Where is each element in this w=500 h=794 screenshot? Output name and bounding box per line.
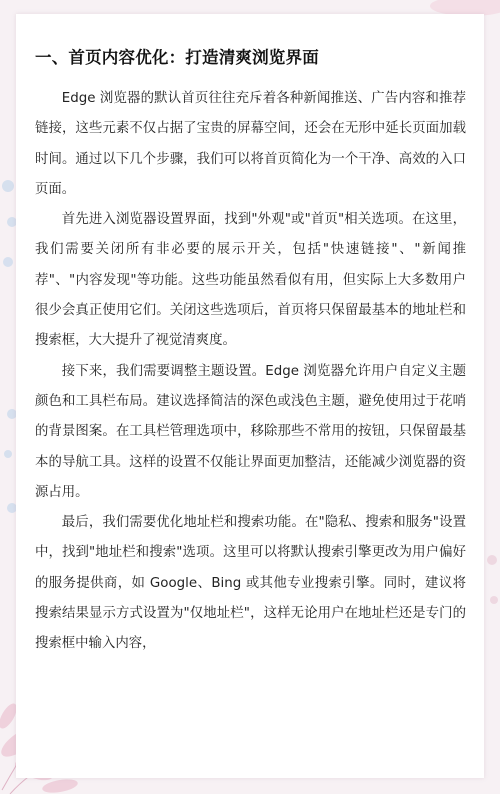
paragraph-address-bar: 最后，我们需要优化地址栏和搜索功能。在"隐私、搜索和服务"设置中，找到"地址栏和搜索"选项。这里可以将默认搜索引擎更改为用户偏好的服务提供商，如 Google、Bing 或其他专业搜索引擎。同时，建议将搜索结果显示方式设置为"仅地址栏"，这样无论用户在地址栏还是专门的搜索框中输入内容， bbox=[35, 515, 466, 652]
paragraph-settings: 首先进入浏览器设置界面，找到"外观"或"首页"相关选项。在这里，我们需要关闭所有非必要的展示开关，包括"快速链接"、"新闻推荐"、"内容发现"等功能。这些功能虽然看似有用，但实际上大多数用户很少会真正使用它们。关闭这些选项后，首页将只保留最基本的地址栏和搜索框，大大提升了视觉清爽度。 bbox=[35, 212, 466, 349]
paragraph-homepage-intro: Edge 浏览器的默认首页往往充斥着各种新闻推送、广告内容和推荐链接，这些元素不仅占据了宝贵的屏幕空间，还会在无形中延长页面加载时间。通过以下几个步骤，我们可以将首页简化为一个干净、高效的入口页面。 bbox=[35, 91, 466, 197]
section-heading: 一、首页内容优化：打造清爽浏览界面 bbox=[35, 48, 319, 67]
paragraph-theme: 接下来，我们需要调整主题设置。Edge 浏览器允许用户自定义主题颜色和工具栏布局。建议选择简洁的深色或浅色主题，避免使用过于花哨的背景图案。在工具栏管理选项中，移除那些不常用的按钮，只保留最基本的导航工具。这样的设置不仅能让界面更加整洁，还能减少浏览器的资源占用。 bbox=[35, 363, 466, 500]
document-page bbox=[16, 14, 484, 778]
